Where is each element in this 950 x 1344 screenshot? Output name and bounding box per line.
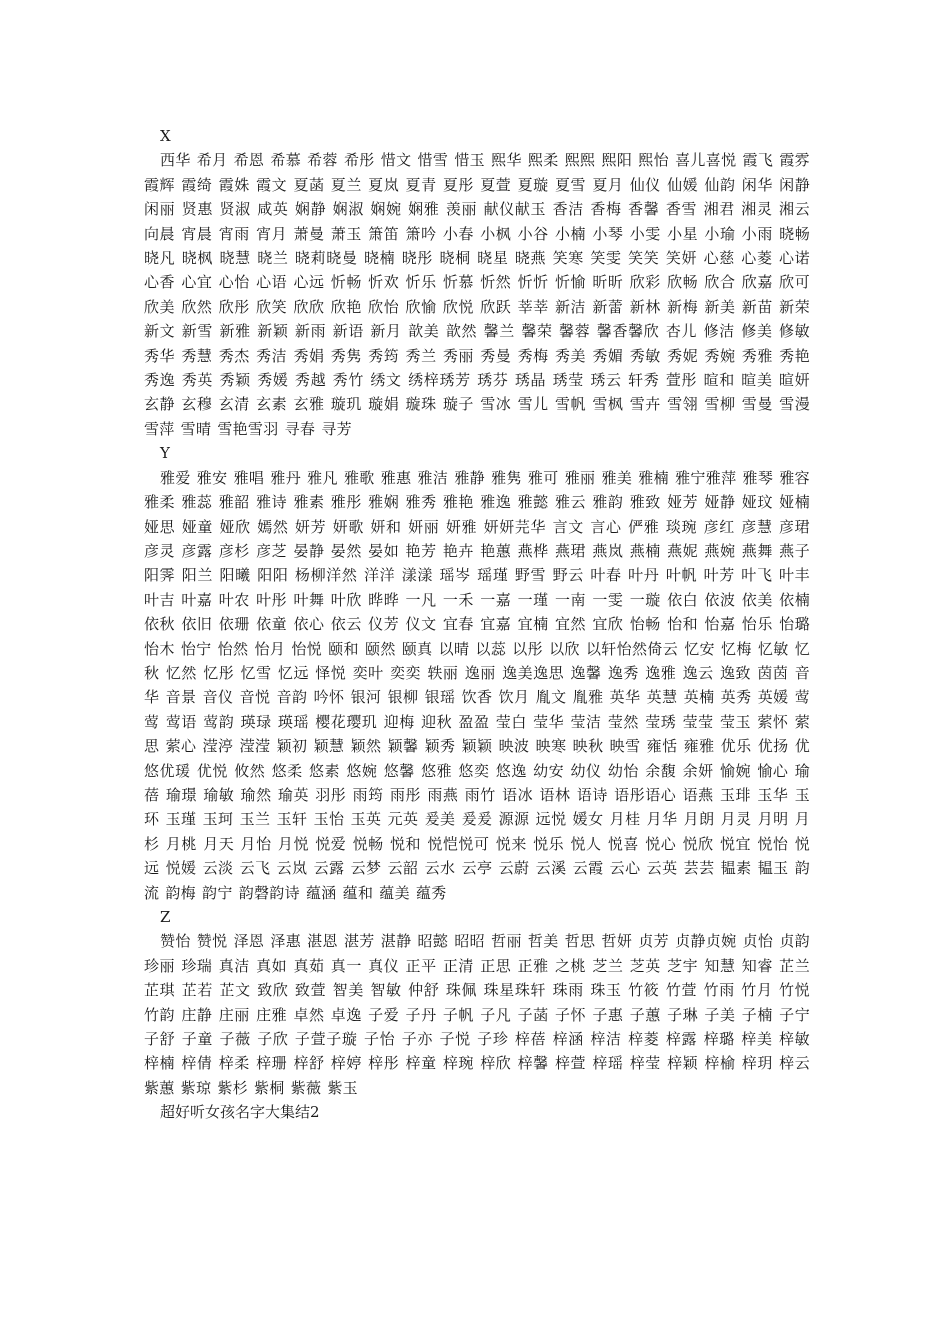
document-page xyxy=(144,124,810,1125)
names-paragraph-z: 赞怡 赞悦 泽恩 泽惠 湛恩 湛芳 湛静 昭懿 昭昭 哲丽 哲美 哲思 哲妍 贞芳 贞静贞婉 贞怡 贞韵 珍丽 珍瑞 真洁 真如 真茹 真一 真仪 正平 正清 正思 正雅 之桃 芝兰 芝英 芝宇 知慧 知睿 芷兰 芷琪 芷若 芷文 致欣 致萱 智美 智敏 仲舒 珠佩 珠星珠轩 珠雨 珠玉 竹筱 竹萱 竹雨 竹月 竹悦 竹韵 庄静 庄丽 庄雅 卓然 卓逸 子爱 子丹 子帆 子凡 子菡 子怀 子惠 子蕙 子琳 子美 子楠 子宁 子舒 子童 子薇 子欣 子萱子璇 子怡 子亦 子悦 子珍 梓蓓 梓涵 梓洁 梓菱 梓露 梓璐 梓美 梓敏 梓楠 梓倩 梓柔 梓珊 梓舒 梓婷 梓彤 梓童 梓琬 梓欣 梓馨 梓萱 梓瑶 梓莹 梓颖 梓榆 梓玥 梓云紫蕙 紫琼 紫杉 紫桐 紫薇 紫玉 xyxy=(144,932,810,1097)
section-letter-z: Z xyxy=(160,908,171,926)
section-letter-x: X xyxy=(160,127,171,145)
names-paragraph-x: 西华 希月 希恩 希慕 希蓉 希彤 惜文 惜雪 惜玉 熙华 熙柔 熙熙 熙阳 熙怡 喜儿喜悦 霞飞 霞雰 霞辉 霞绮 霞姝 霞文 夏菡 夏兰 夏岚 夏青 夏彤 夏萱 夏璇 夏雪 夏月 仙仪 仙媛 仙韵 闲华 闲静 闲丽 贤惠 贤淑 咸英 娴静 娴淑 娴婉 娴雅 羡丽 献仪献玉 香洁 香梅 香馨 香雪 湘君 湘灵 湘云 向晨 宵晨 宵雨 宵月 萧曼 萧玉 箫笛 箫吟 小春 小枫 小谷 小楠 小琴 小雯 小星 小瑜 小雨 晓畅 晓凡 晓枫 晓慧 晓兰 晓莉晓曼 晓楠 晓彤 晓桐 晓星 晓燕 笑寒 笑雯 笑笑 笑妍 心慈 心菱 心诺 心香 心宜 心怡 心语 心远 忻畅 忻欢 忻乐 忻慕 忻然 忻忻 忻愉 昕昕 欣彩 欣畅 欣合 欣嘉 欣可欣美 欣然 欣彤 欣笑 欣欣 欣艳 欣怡 欣愉 欣悦 欣跃 莘莘 新洁 新蕾 新林 新梅 新美 新苗 新荣 新文 新雪 新雅 新颖 新雨 新语 新月 歆美 歆然 馨兰 馨荣 馨蓉 馨香馨欣 杏儿 修洁 修美 修敏 秀华 秀慧 秀杰 秀洁 秀娟 秀隽 秀筠 秀兰 秀丽 秀曼 秀梅 秀美 秀媚 秀敏 秀妮 秀婉 秀雅 秀艳 秀逸 秀英 秀颖 秀媛 秀越 秀竹 绣文 绣梓琇芳 琇芬 琇晶 琇莹 琇云 轩秀 萱彤 暄和 暄美 暄妍 玄静 玄穆 玄清 玄素 玄雅 璇玑 璇娟 璇珠 璇子 雪冰 雪儿 雪帆 雪枫 雪卉 雪翎 雪柳 雪曼 雪漫 雪萍 雪晴 雪艳雪羽 寻春 寻芳 xyxy=(144,151,810,438)
names-paragraph-y: 雅爱 雅安 雅唱 雅丹 雅凡 雅歌 雅惠 雅洁 雅静 雅隽 雅可 雅丽 雅美 雅楠 雅宁雅萍 雅琴 雅容 雅柔 雅蕊 雅韶 雅诗 雅素 雅彤 雅娴 雅秀 雅艳 雅逸 雅懿 雅云 雅韵 雅致 娅芳 娅静 娅玟 娅楠 娅思 娅童 娅欣 嫣然 妍芳 妍歌 妍和 妍丽 妍雅 妍妍芫华 言文 言心 俨雅 琰琬 彦红 彦慧 彦珺 彦灵 彦露 彦杉 彦芝 晏静 晏然 晏如 艳芳 艳卉 艳蕙 燕桦 燕珺 燕岚 燕楠 燕妮 燕婉 燕舞 燕子 阳霁 阳兰 阳曦 阳阳 杨柳洋然 洋洋 漾漾 瑶岑 瑶瑾 野雪 野云 叶春 叶丹 叶帆 叶芳 叶飞 叶丰 叶吉 叶嘉 叶农 叶彤 叶舞 叶欣 晔晔 一凡 一禾 一嘉 一瑾 一南 一雯 一璇 依白 依波 依美 依楠依秋 依旧 依珊 依童 依心 依云 仪芳 仪文 宜春 宜嘉 宜楠 宜然 宜欣 怡畅 怡和 怡嘉 怡乐 怡璐 怡木 怡宁 怡然 怡月 怡悦 颐和 颐然 颐真 以晴 以蕊 以彤 以欣 以轩怡然倚云 忆安 忆梅 忆敏 忆秋 忆然 忆彤 忆雪 忆远 怿悦 奕叶 奕奕 轶丽 逸丽 逸美逸思 逸馨 逸秀 逸雅 逸云 逸致 茵茵 音华 音景 音仪 音悦 音韵 吟怀 银河 银柳 银瑶 饮香 饮月 胤文 胤雅 英华 英慧 英楠 英秀 英媛 莺莺 莺语 莺韵 瑛琭 瑛瑶 樱花璎玑 迎梅 迎秋 盈盈 莹白 莹华 莹洁 莹然 莹琇 莹莹 莹玉 萦怀 萦思 萦心 滢渟 滢滢 颖初 颖慧 颖然 颖馨 颖秀 颖颖 映波 映寒 映秋 映雪 雍恬 雍雅 优乐 优扬 优悠优瑗 优悦 攸然 悠柔 悠素 悠婉 悠馨 悠雅 悠奕 悠逸 幼安 幼仪 幼怡 余馥 余妍 愉婉 愉心 瑜蓓 瑜璟 瑜敏 瑜然 瑜英 羽彤 雨筠 雨彤 雨燕 雨竹 语冰 语林 语诗 语彤语心 语燕 玉琲 玉华 玉环 玉瑾 玉珂 玉兰 玉轩 玉怡 玉英 元英 爰美 爰爰 源源 远悦 媛女 月桂 月华 月朗 月灵 月明 月杉 月桃 月天 月怡 月悦 悦爱 悦畅 悦和 悦恺悦可 悦来 悦乐 悦人 悦喜 悦心 悦欣 悦宜 悦怡 悦远 悦媛 云淡 云飞 云岚 云露 云梦 云韶 云水 云亭 云蔚 云溪 云霞 云心 云英 芸芸 韫素 韫玉 韵流 韵梅 韵宁 韵磬韵诗 蕴涵 蕴和 蕴美 蕴秀 xyxy=(144,468,810,902)
section-letter-y: Y xyxy=(160,444,170,463)
document-subtitle: 超好听女孩名字大集结2 xyxy=(160,1103,320,1122)
